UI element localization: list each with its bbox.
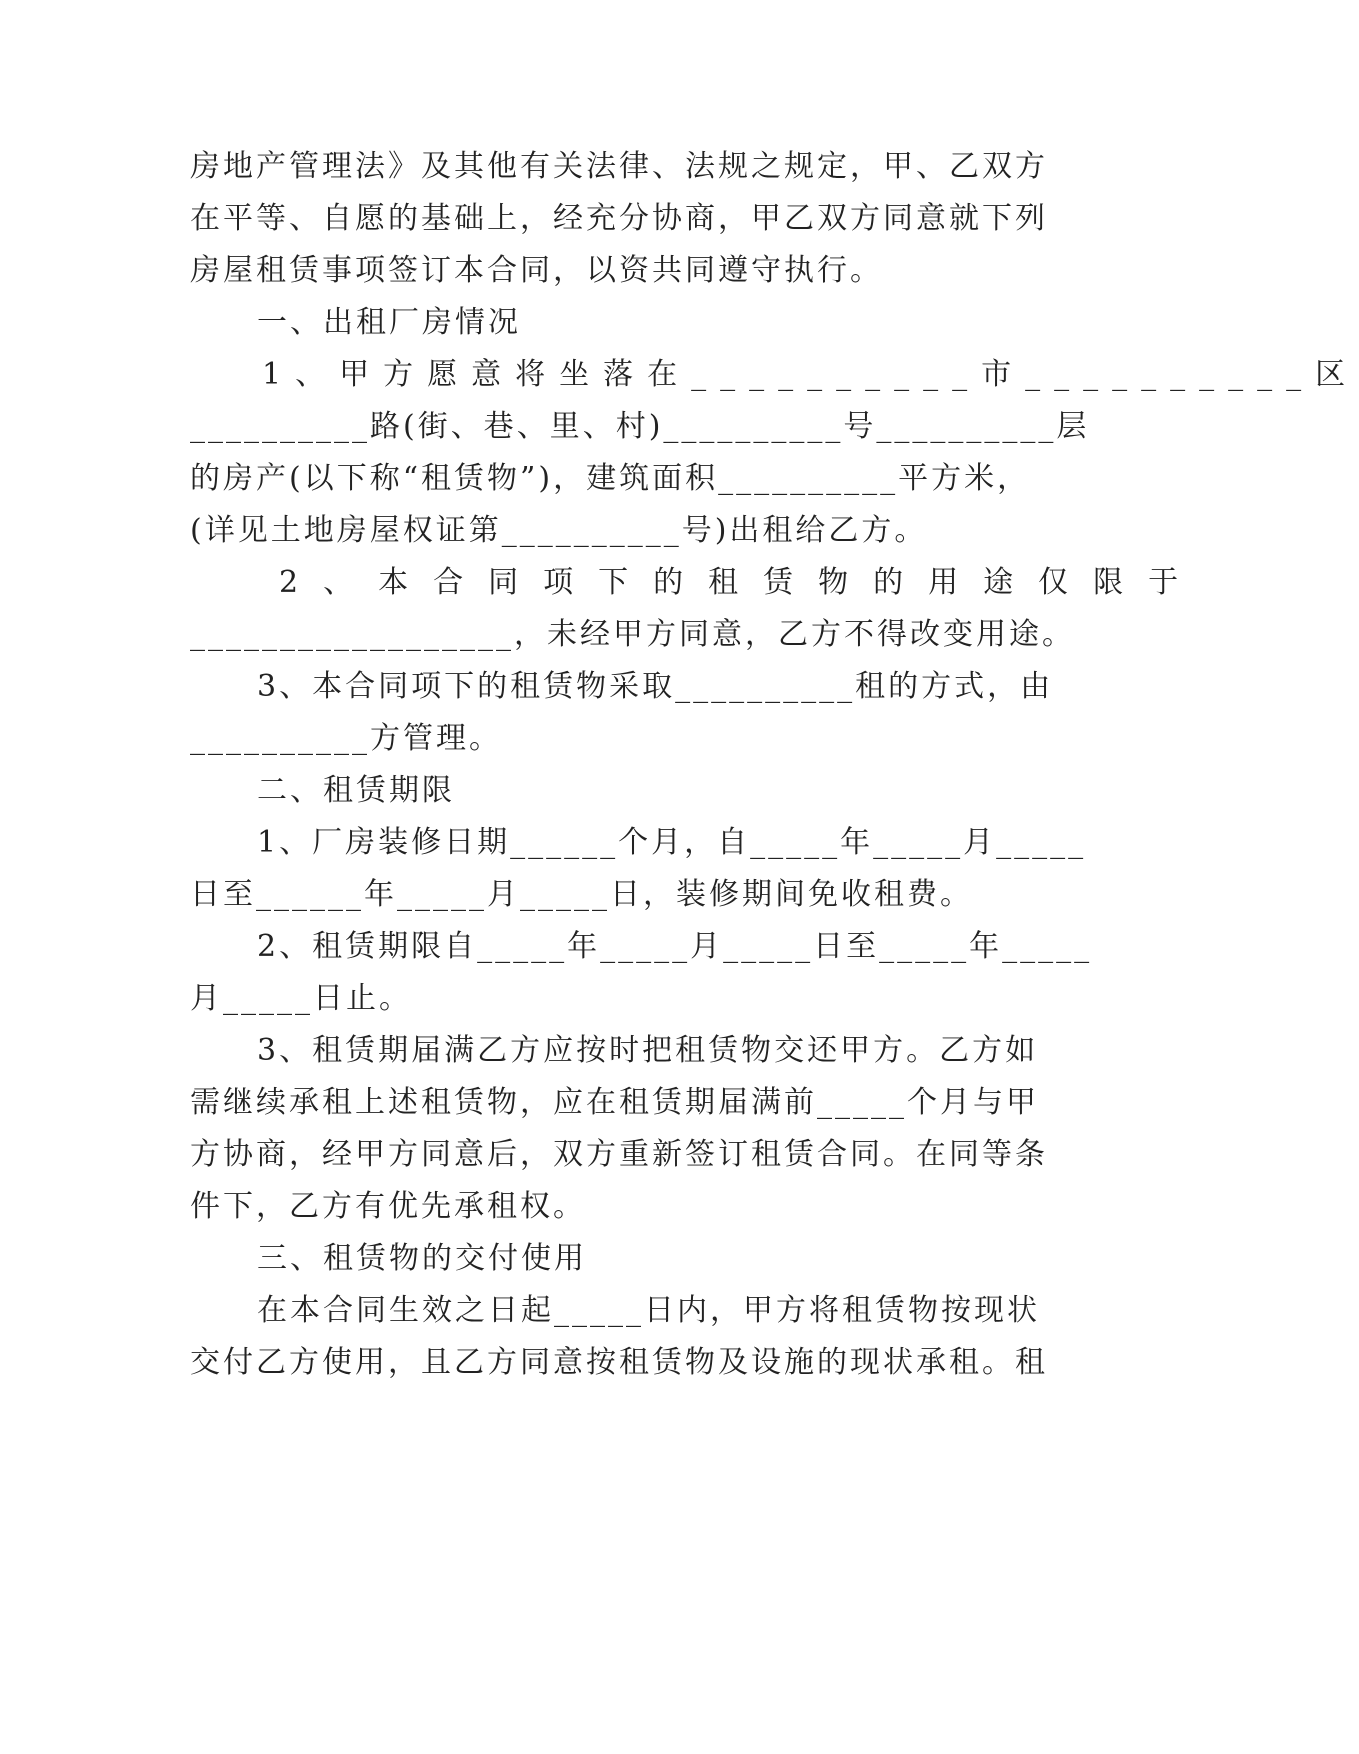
text-line: __________方管理。 (190, 721, 502, 756)
text-line: (详见土地房屋权证第__________号)出租给乙方。 (190, 513, 928, 548)
text-line: 1、甲方愿意将坐落在__________市__________区 (262, 357, 1359, 392)
text-line: 3、租赁期届满乙方应按时把租赁物交还甲方。乙方如 (257, 1033, 1039, 1068)
text-line: 日至______年_____月_____日，装修期间免收租费。 (190, 877, 973, 912)
text-line: 方协商，经甲方同意后，双方重新签订租赁合同。在同等条 (190, 1137, 1048, 1172)
text-line: 交付乙方使用，且乙方同意按租赁物及设施的现状承租。租 (190, 1345, 1048, 1380)
text-line: 的房产(以下称“租赁物”)，建筑面积__________平方米， (190, 461, 1031, 496)
text-line: 月_____日止。 (190, 981, 412, 1016)
text-line: 房地产管理法》及其他有关法律、法规之规定，甲、乙双方 (190, 149, 1048, 184)
text-line: 房屋租赁事项签订本合同，以资共同遵守执行。 (190, 253, 883, 288)
section-heading: 三、租赁物的交付使用 (257, 1241, 587, 1276)
text-line: __________________，未经甲方同意，乙方不得改变用途。 (190, 617, 1075, 652)
text-line: 1、厂房装修日期______个月，自_____年_____月_____ (257, 825, 1087, 860)
text-line: 件下，乙方有优先承租权。 (190, 1189, 586, 1224)
section-heading: 二、租赁期限 (257, 773, 455, 808)
text-line: __________路(街、巷、里、村)__________号__________层 (190, 409, 1090, 444)
text-line: 2、租赁期限自_____年_____月_____日至_____年_____ (257, 929, 1093, 964)
text-line: 在平等、自愿的基础上，经充分协商，甲乙双方同意就下列 (190, 201, 1048, 236)
section-heading: 一、出租厂房情况 (257, 305, 521, 340)
text-line: 在本合同生效之日起_____日内，甲方将租赁物按现状 (257, 1293, 1040, 1328)
text-line: 2、本合同项下的租赁物的用途仅限于 (279, 565, 1204, 600)
text-line: 3、本合同项下的租赁物采取__________租的方式，由 (257, 669, 1054, 704)
text-line: 需继续承租上述租赁物，应在租赁期届满前_____个月与甲 (190, 1085, 1039, 1120)
